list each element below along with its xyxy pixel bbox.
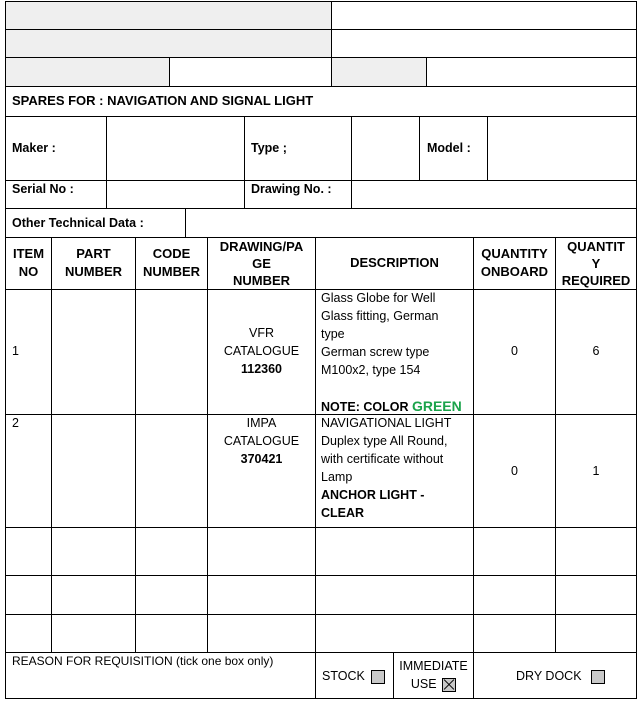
- header-block-1: [5, 1, 332, 30]
- table-row-4-code[interactable]: [135, 575, 208, 615]
- maker-value-cell[interactable]: [106, 116, 245, 181]
- table-row-5-drawing[interactable]: [207, 614, 316, 653]
- table-row-4-description[interactable]: [315, 575, 474, 615]
- row-2-qty-onboard: 0: [511, 464, 518, 478]
- row-1-item-no: 1: [12, 344, 19, 358]
- drawing-value-cell[interactable]: [351, 180, 637, 209]
- model-value-cell[interactable]: [487, 116, 637, 181]
- table-row-3-drawing[interactable]: [207, 527, 316, 576]
- type-value-cell[interactable]: [351, 116, 420, 181]
- header-item-no-text: ITEM NO: [12, 246, 45, 279]
- immediate-option[interactable]: [393, 657, 474, 693]
- table-row-4-onboard[interactable]: [473, 575, 556, 615]
- header-block-3c: [331, 57, 427, 87]
- header-block-2-value: [331, 29, 637, 58]
- stock-checkbox[interactable]: [371, 670, 385, 684]
- row-2-drawing: IMPA CATALOGUE 370421: [223, 416, 300, 466]
- table-row-3-description[interactable]: [315, 527, 474, 576]
- row-1-qty-onboard: 0: [511, 344, 518, 358]
- other-label: Other Technical Data :: [12, 216, 144, 230]
- table-row-2-code[interactable]: [135, 414, 208, 528]
- table-row-3-part[interactable]: [51, 527, 136, 576]
- header-qty-onboard-text: QUANTITY ONBOARD: [480, 246, 549, 279]
- table-row-1-part[interactable]: [51, 289, 136, 415]
- row-1-drawing: VFR CATALOGUE 112360: [223, 326, 300, 376]
- row-1-note-color: GREEN: [411, 398, 462, 414]
- header-qty-required-text: QUANTIT Y REQUIRED: [561, 239, 631, 288]
- table-row-3-onboard[interactable]: [473, 527, 556, 576]
- header-block-2: [5, 29, 332, 58]
- table-row-5-onboard[interactable]: [473, 614, 556, 653]
- stock-label: STOCK: [322, 669, 365, 683]
- header-block-3b: [169, 57, 332, 87]
- other-value-cell[interactable]: [185, 208, 637, 238]
- header-drawing-text: DRAWING/PA GE NUMBER: [219, 239, 304, 288]
- table-row-4-item[interactable]: [5, 575, 52, 615]
- serial-label: Serial No :: [12, 182, 74, 196]
- table-row-5-code[interactable]: [135, 614, 208, 653]
- header-description-text: DESCRIPTION: [350, 255, 439, 270]
- header-block-1-value: [331, 1, 637, 30]
- table-row-3-item[interactable]: [5, 527, 52, 576]
- dry-dock-checkbox[interactable]: [591, 670, 605, 684]
- row-2-item-no: 2: [12, 416, 19, 430]
- row-1-qty-required: 6: [592, 344, 600, 358]
- header-part-number-text: PART NUMBER: [64, 246, 123, 279]
- row-1-description: Glass Globe for Well Glass fitting, German type German screw type M100x2, type 154 NOTE: COLOR GREEN: [321, 291, 462, 414]
- table-row-5-description[interactable]: [315, 614, 474, 653]
- table-row-3-required[interactable]: [555, 527, 637, 576]
- header-block-3d: [426, 57, 637, 87]
- drawing-label: Drawing No. :: [251, 182, 332, 196]
- dry-dock-option[interactable]: [516, 667, 605, 685]
- immediate-checkbox-checked-icon[interactable]: [442, 678, 456, 692]
- type-label: Type ;: [251, 141, 287, 155]
- table-row-5-required[interactable]: [555, 614, 637, 653]
- header-block-3a: [5, 57, 170, 87]
- table-row-4-drawing[interactable]: [207, 575, 316, 615]
- serial-value-cell[interactable]: [106, 180, 245, 209]
- maker-label: Maker :: [12, 141, 56, 155]
- row-2-description: NAVIGATIONAL LIGHT Duplex type All Round, with certificate without Lamp ANCHOR LIGHT - CLEAR: [321, 416, 452, 520]
- spares-title: SPARES FOR : NAVIGATION AND SIGNAL LIGHT: [12, 93, 314, 108]
- table-row-1-code[interactable]: [135, 289, 208, 415]
- header-code-number-text: CODE NUMBER: [142, 246, 201, 279]
- immediate-label-line-1: IMMEDIATE: [399, 659, 468, 673]
- stock-option[interactable]: [322, 667, 385, 685]
- table-row-5-item[interactable]: [5, 614, 52, 653]
- model-label: Model :: [427, 141, 471, 155]
- table-row-5-part[interactable]: [51, 614, 136, 653]
- table-row-2-part[interactable]: [51, 414, 136, 528]
- row-2-qty-required: 1: [592, 464, 600, 478]
- table-row-3-code[interactable]: [135, 527, 208, 576]
- immediate-label-line-2: USE: [410, 677, 437, 691]
- row-1-note-label: NOTE: COLOR: [321, 400, 412, 414]
- table-row-4-part[interactable]: [51, 575, 136, 615]
- dry-dock-label: DRY DOCK: [516, 669, 582, 683]
- reason-label: REASON FOR REQUISITION (tick one box only): [12, 654, 274, 668]
- table-row-4-required[interactable]: [555, 575, 637, 615]
